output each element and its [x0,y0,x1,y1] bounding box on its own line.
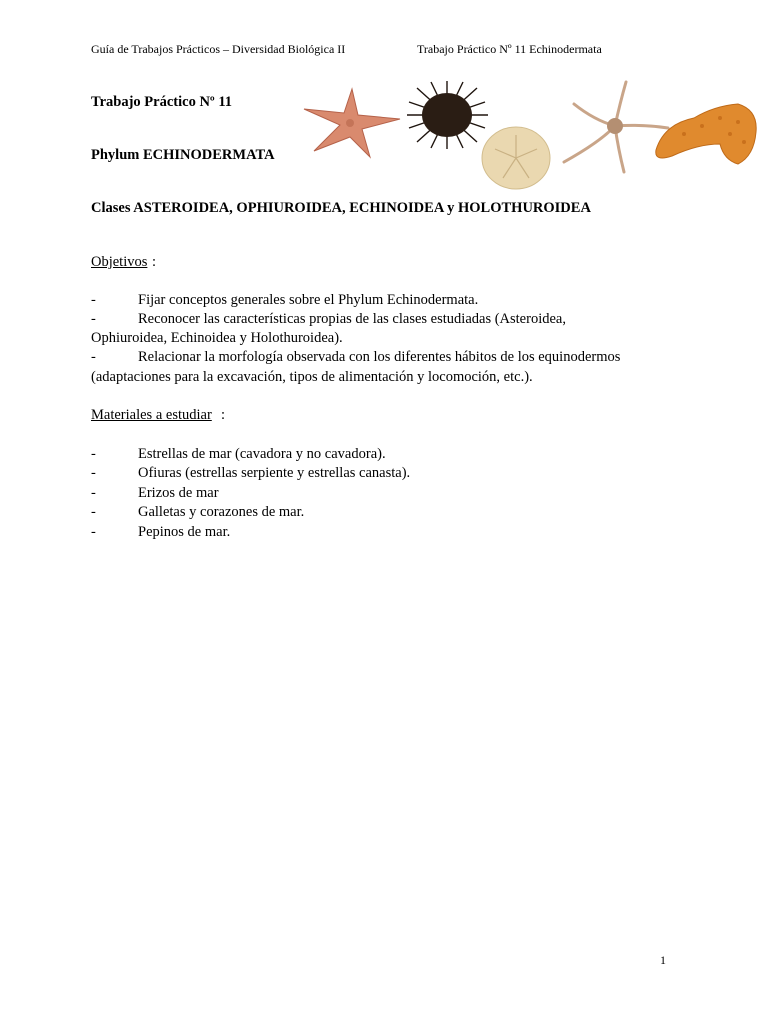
material-3-dash: - [91,485,96,501]
material-2-text: Ofiuras (estrellas serpiente y estrellas canasta). [138,465,411,481]
objective-2-text: Reconocer las características propias de las clases estudiadas (Asteroidea, [138,311,566,327]
phylum-title: Phylum ECHINODERMATA [91,147,275,163]
material-4-dash: - [91,504,96,520]
objective-3-dash: - [91,349,96,365]
header-left: Guía de Trabajos Prácticos – Diversidad Biológica II [91,42,346,56]
sea-urchin-icon [405,80,490,150]
objective-3-continuation: (adaptaciones para la excavación, tipos de alimentación y locomoción, etc.). [91,369,533,385]
sea-cucumber-icon [650,100,760,168]
objective-1-dash: - [91,292,96,308]
material-2-dash: - [91,465,96,481]
header-right: Trabajo Práctico Nº 11 Echinodermata [417,42,602,56]
material-3-text: Erizos de mar [138,485,219,501]
material-1-text: Estrellas de mar (cavadora y no cavadora). [138,446,386,462]
material-5-dash: - [91,524,96,540]
objective-1-text: Fijar conceptos generales sobre el Phylum Echinodermata. [138,292,479,308]
materials-colon: : [221,407,226,423]
material-4-text: Galletas y corazones de mar. [138,504,305,520]
sea-star-icon [300,85,405,160]
material-5-text: Pepinos de mar. [138,524,231,540]
classes-title: Clases ASTEROIDEA, OPHIUROIDEA, ECHINOIDEA y HOLOTHUROIDEA [91,200,591,216]
objective-3-text: Relacionar la morfología observada con los diferentes hábitos de los equinodermos [138,349,621,365]
material-1-dash: - [91,446,96,462]
objective-2-dash: - [91,311,96,327]
page-number: 1 [660,953,666,967]
objective-2-continuation: Ophiuroidea, Echinoidea y Holothuroidea). [91,330,343,346]
sand-dollar-icon [480,125,552,191]
materials-heading: Materiales a estudiar [91,407,212,423]
page-title: Trabajo Práctico Nº 11 [91,94,233,110]
objectives-colon: : [152,254,157,270]
objectives-heading: Objetivos [91,254,148,270]
